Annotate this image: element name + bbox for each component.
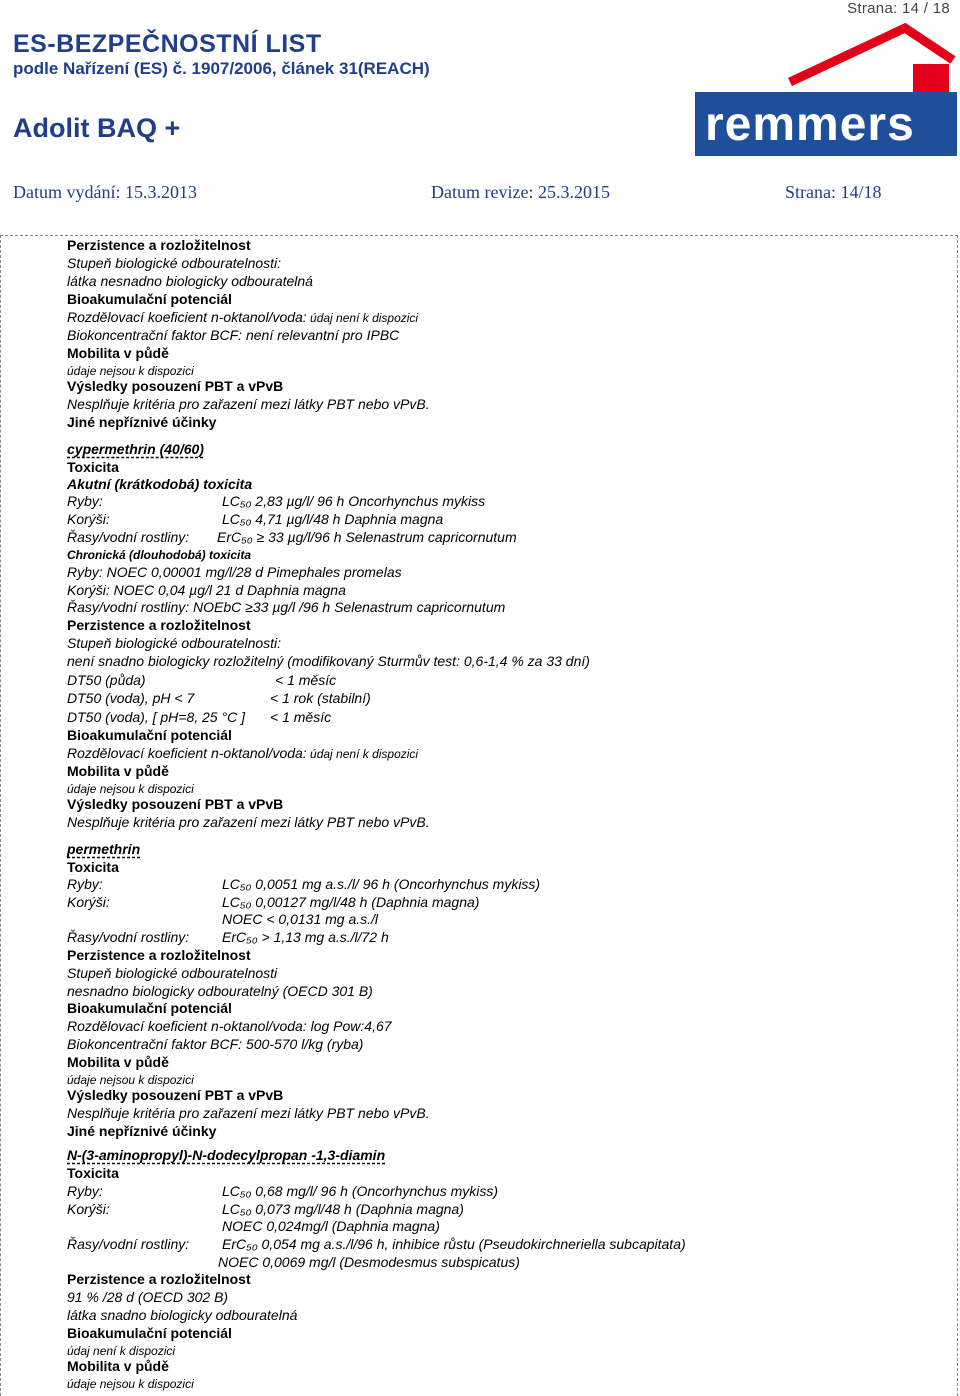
content-line-text: Rozdělovací koeficient n-oktanol/voda: log Pow:4,67 [67, 1018, 392, 1034]
content-line-text: Perzistence a rozložitelnost [67, 947, 251, 963]
content-line [67, 727, 232, 744]
content-line [67, 396, 430, 413]
content-line [67, 672, 146, 689]
content-line [67, 796, 283, 813]
content-line-text: Jiné nepříznivé účinky [67, 1123, 217, 1139]
logo-wordmark: remmers [705, 98, 915, 151]
content-line-text: Ryby: NOEC 0,00001 mg/l/28 d Pimephales promelas [67, 564, 402, 580]
content-line-text: látka nesnadno biologicky odbouratelná [67, 273, 313, 289]
content-line [67, 1165, 119, 1182]
toxicity-value: LC₅₀ 2,83 µg/l/ 96 h Oncorhynchus mykiss [222, 493, 486, 509]
content-line-text: Toxicita [67, 859, 119, 875]
content-line [67, 947, 251, 964]
content-line-text: Perzistence a rozložitelnost [67, 237, 251, 253]
content-line [67, 1183, 103, 1200]
content-line [67, 1289, 228, 1306]
content-line [67, 1236, 189, 1253]
content-line-text: Korýši: NOEC 0,04 µg/l 21 d Daphnia magna [67, 582, 346, 598]
content-line-text: látka snadno biologicky odbouratelná [67, 1307, 298, 1323]
content-line-text: Mobilita v půdě [67, 1358, 169, 1374]
toxicity-value: < 1 měsíc [270, 709, 332, 725]
content-line [67, 617, 251, 634]
issue-date: Datum vydání: 15.3.2013 [13, 182, 197, 202]
regulation-subtitle: podle Nařízení (ES) č. 1907/2006, článek 31(REACH) [13, 59, 430, 78]
toxicity-value: NOEC 0,024mg/l (Daphnia magna) [222, 1218, 440, 1234]
content-line [67, 327, 399, 344]
content-line-text: Stupeň biologické odbouratelnosti [67, 965, 278, 981]
product-name: Adolit BAQ + [13, 113, 181, 143]
content-line-text: Nesplňuje kritéria pro zařazení mezi látky PBT nebo vPvB. [67, 1105, 430, 1121]
content-line [67, 273, 313, 290]
content-line [67, 493, 103, 510]
content-line-text: nesnadno biologicky odbouratelný (OECD 301 B) [67, 983, 373, 999]
content-line [67, 1087, 283, 1104]
content-line-text: Perzistence a rozložitelnost [67, 1271, 251, 1287]
content-line-text: Ryby: [67, 876, 103, 892]
content-line-text: Bioakumulační potenciál [67, 1325, 232, 1341]
content-line [67, 745, 418, 763]
content-line [67, 1201, 110, 1218]
content-line-text: N-(3-aminopropyl)-N-dodecylpropan -1,3-diamin [67, 1147, 386, 1163]
page-counter-top: Strana: 14 / 18 [847, 0, 950, 17]
content-line [67, 414, 216, 431]
content-line [67, 876, 103, 893]
toxicity-value: LC₅₀ 0,0051 mg a.s./l/ 96 h (Oncorhynchus mykiss) [222, 876, 541, 892]
content-line [67, 1018, 392, 1035]
content-line-text: Výsledky posouzení PBT a vPvB [67, 1087, 284, 1103]
content-line-text: DT50 (voda), pH < 7 [67, 690, 195, 706]
content-line [67, 1054, 169, 1071]
content-line [67, 1105, 430, 1122]
content-line [67, 1271, 251, 1288]
page-number: Strana: 14/18 [785, 182, 882, 202]
content-line-text: Výsledky posouzení PBT a vPvB [67, 796, 284, 812]
toxicity-value: < 1 rok (stabilní) [270, 690, 371, 706]
content-line-text: Akutní (krátkodobá) toxicita [67, 476, 253, 492]
content-line [67, 709, 245, 726]
content-line [67, 1325, 232, 1342]
content-line-text: Jiné nepříznivé účinky [67, 414, 217, 430]
content-line [67, 814, 430, 831]
content-line-text: Mobilita v půdě [67, 345, 169, 361]
content-line-text: cypermethrin (40/60) [67, 441, 204, 457]
content-line [67, 511, 110, 528]
content-line-text: Výsledky posouzení PBT a vPvB [67, 378, 284, 394]
content-line-text: Biokoncentrační faktor BCF: není relevantní pro IPBC [67, 327, 400, 343]
content-line-text: Perzistence a rozložitelnost [67, 617, 251, 633]
content-line [67, 894, 110, 911]
content-line [67, 965, 277, 982]
content-line [67, 255, 281, 272]
content-line [67, 653, 590, 670]
content-line-text: Korýši: [67, 894, 110, 910]
content-line-text: Ryby: [67, 493, 103, 509]
toxicity-value: < 1 měsíc [275, 672, 337, 688]
toxicity-value: NOEC 0,0069 mg/l (Desmodesmus subspicatus) [218, 1254, 520, 1270]
content-line-text: údaje nejsou k dispozici [67, 1377, 194, 1391]
content-line-text: Nesplňuje kritéria pro zařazení mezi látky PBT nebo vPvB. [67, 814, 430, 830]
content-line [67, 441, 204, 458]
content-line-text: Řasy/vodní rostliny: NOEbC ≥33 µg/l /96 h Selenastrum capricornutum [67, 599, 506, 615]
toxicity-value: LC₅₀ 0,00127 mg/l/48 h (Daphnia magna) [222, 894, 480, 910]
content-line-text: Bioakumulační potenciál [67, 1000, 232, 1016]
document-title: ES-BEZPEČNOSTNÍ LIST [13, 30, 322, 58]
content-line-text: údaje nejsou k dispozici [67, 364, 194, 378]
content-line-text: údaj není k dispozici [67, 1344, 176, 1358]
content-line [67, 345, 169, 362]
content-line [67, 599, 505, 616]
toxicity-value: LC₅₀ 0,073 mg/l/48 h (Daphnia magna) [222, 1201, 464, 1217]
content-line [67, 1307, 297, 1324]
content-line-text: Toxicita [67, 1165, 119, 1181]
content-line [67, 859, 119, 876]
toxicity-value: ErC₅₀ > 1,13 mg a.s./l/72 h [222, 929, 389, 945]
content-line-text: DT50 (půda) [67, 672, 146, 688]
content-line-text: Bioakumulační potenciál [67, 727, 232, 743]
content-line-text: Stupeň biologické odbouratelnosti: [67, 635, 282, 651]
content-line [67, 841, 140, 858]
content-line [67, 459, 119, 476]
content-line [67, 291, 232, 308]
content-line-text: údaje nejsou k dispozici [67, 782, 194, 796]
content-line-text: Řasy/vodní rostliny: [67, 1236, 190, 1252]
content-line [67, 1358, 169, 1375]
content-line-text: Řasy/vodní rostliny: [67, 529, 190, 545]
content-line [67, 237, 251, 254]
content-line [67, 690, 194, 707]
content-line [67, 1376, 194, 1393]
content-line [67, 1036, 363, 1053]
content-line-text: Bioakumulační potenciál [67, 291, 232, 307]
content-line [67, 529, 189, 546]
content-line [67, 309, 418, 327]
toxicity-value: NOEC < 0,0131 mg a.s./l [222, 911, 379, 927]
content-line-text: není snadno biologicky rozložitelný (modifikovaný Sturmův test: 0,6-1,4 % za 33 dní) [67, 653, 590, 669]
content-line [67, 983, 373, 1000]
content-line-text: Mobilita v půdě [67, 763, 169, 779]
content-line [67, 476, 252, 493]
content-line-text: permethrin [67, 841, 141, 857]
content-line-text: Řasy/vodní rostliny: [67, 929, 190, 945]
revision-date: Datum revize: 25.3.2015 [431, 182, 610, 202]
content-line [67, 1147, 385, 1164]
toxicity-value: LC₅₀ 0,68 mg/l/ 96 h (Oncorhynchus mykiss) [222, 1183, 499, 1199]
content-line [67, 1123, 216, 1140]
content-line-text: Rozdělovací koeficient n-oktanol/voda: [67, 745, 307, 761]
content-line-text: Nesplňuje kritéria pro zařazení mezi látky PBT nebo vPvB. [67, 396, 430, 412]
content-line-text: Ryby: [67, 1183, 103, 1199]
toxicity-value: LC₅₀ 4,71 µg/l/48 h Daphnia magna [222, 511, 444, 527]
content-line-text: Korýši: [67, 1201, 110, 1217]
content-line-extra: údaj není k dispozici [306, 311, 419, 325]
toxicity-value: ErC₅₀ 0,054 mg a.s./l/96 h, inhibice růstu (Pseudokirchneriella subcapitata) [222, 1236, 686, 1252]
content-line-extra: údaj není k dispozici [306, 747, 419, 761]
content-line [67, 1000, 232, 1017]
content-line-text: Toxicita [67, 459, 119, 475]
content-line [67, 929, 189, 946]
content-line-text: Chronická (dlouhodobá) toxicita [67, 548, 252, 562]
content-line-text: Biokoncentrační faktor BCF: 500-570 l/kg (ryba) [67, 1036, 364, 1052]
content-line [67, 582, 346, 599]
content-line-text: Korýši: [67, 511, 110, 527]
content-line-text: Stupeň biologické odbouratelnosti: [67, 255, 282, 271]
content-line [67, 763, 169, 780]
toxicity-value: ErC₅₀ ≥ 33 µg/l/96 h Selenastrum capricornutum [217, 529, 517, 545]
content-line [67, 547, 251, 564]
content-line-text: Rozdělovací koeficient n-oktanol/voda: [67, 309, 307, 325]
content-line [67, 378, 283, 395]
content-line-text: Mobilita v půdě [67, 1054, 169, 1070]
content-line [67, 564, 402, 581]
content-line-text: DT50 (voda), [ pH=8, 25 °C ] [67, 709, 245, 725]
content-line-text: 91 % /28 d (OECD 302 B) [67, 1289, 229, 1305]
content-line-text: údaje nejsou k dispozici [67, 1073, 194, 1087]
content-line [67, 635, 281, 652]
remmers-logo [695, 20, 957, 160]
